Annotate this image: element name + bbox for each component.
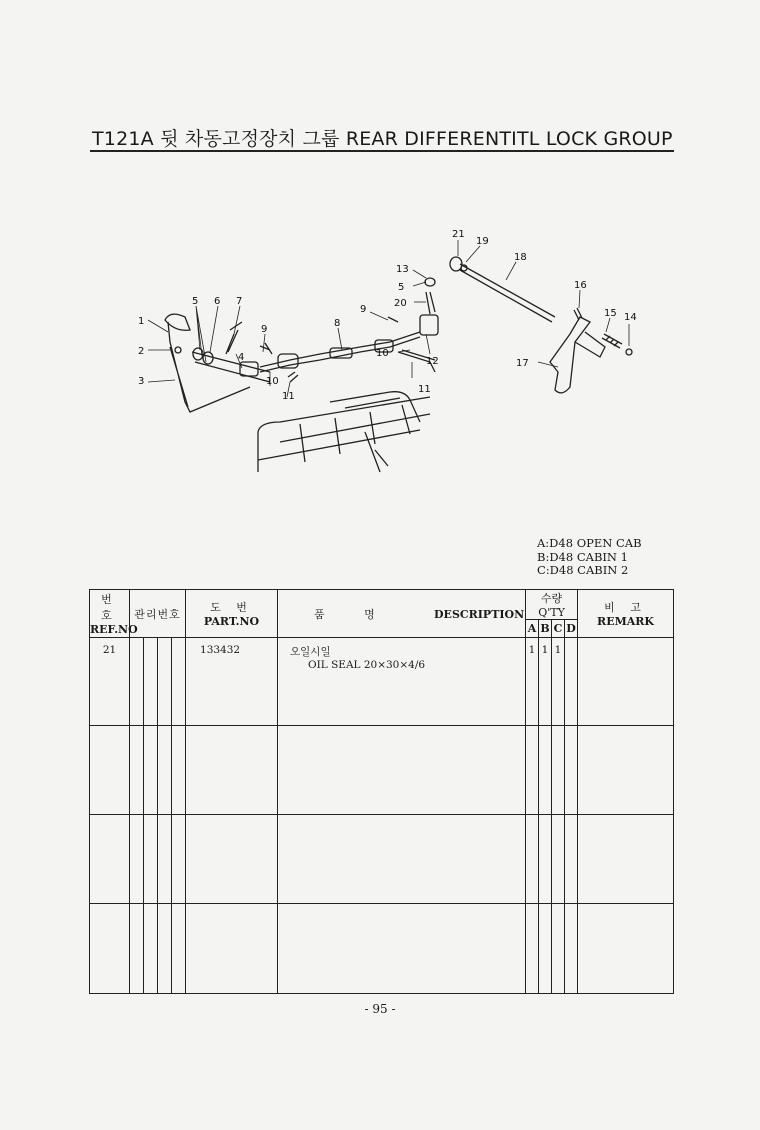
cell-ref: 21 xyxy=(90,638,130,726)
header-part-no: 도 번 PART.NO xyxy=(186,590,278,638)
callout-12: 12 xyxy=(426,356,439,367)
header-description: 품 명 DESCRIPTION xyxy=(278,590,526,638)
callout-10: 10 xyxy=(266,376,279,387)
callout-15: 15 xyxy=(604,308,617,319)
title-divider xyxy=(90,150,674,152)
callout-7: 7 xyxy=(236,296,243,307)
header-ref-no: 번 호 REF.NO xyxy=(90,590,130,638)
table-row xyxy=(90,726,674,815)
cell-qty-c: 1 xyxy=(552,638,565,726)
callout-17: 17 xyxy=(516,358,529,369)
callout-leaders xyxy=(148,240,629,397)
callout-5b: 5 xyxy=(398,282,405,293)
callout-18: 18 xyxy=(514,252,527,263)
callout-10b: 10 xyxy=(376,348,389,359)
cell-qty-b: 1 xyxy=(539,638,552,726)
callout-5: 5 xyxy=(192,296,199,307)
header-qty-a: A xyxy=(526,620,539,638)
callout-21: 21 xyxy=(452,229,465,240)
model-legend xyxy=(537,537,642,578)
callout-8: 8 xyxy=(334,318,341,329)
table-row xyxy=(90,815,674,904)
cell-qty-d xyxy=(565,638,578,726)
parts-diagram xyxy=(130,222,650,484)
header-qty-d: D xyxy=(565,620,578,638)
callout-numbers xyxy=(138,229,637,402)
callout-11: 11 xyxy=(282,391,295,402)
cell-part-no: 133432 xyxy=(186,638,278,726)
header-remark: 비 고 REMARK xyxy=(578,590,674,638)
callout-2: 2 xyxy=(138,346,145,357)
header-qty-c: C xyxy=(552,620,565,638)
cell-qty-a: 1 xyxy=(526,638,539,726)
cell-description: 오일시일OIL SEAL 20×30×4/6 xyxy=(278,638,526,726)
callout-11b: 11 xyxy=(418,384,431,395)
callout-13: 13 xyxy=(396,264,409,275)
parts-table xyxy=(89,589,674,994)
callout-3: 3 xyxy=(138,376,145,387)
legend-item-c: C:D48 CABIN 2 xyxy=(537,563,629,577)
table-header-row xyxy=(90,590,674,620)
header-qty: 수량 Q'TY xyxy=(526,590,578,620)
callout-4: 4 xyxy=(238,352,245,363)
callout-9b: 9 xyxy=(360,304,367,315)
header-management-no: 관리번호 xyxy=(130,590,186,638)
callout-6: 6 xyxy=(214,296,221,307)
legend-item-b: B:D48 CABIN 1 xyxy=(537,549,628,564)
callout-14: 14 xyxy=(624,312,637,323)
callout-16: 16 xyxy=(574,280,587,291)
table-row xyxy=(90,904,674,994)
page-title: T121A 뒷 차동고정장치 그룹 REAR DIFFERENTITL LOCK GROUP xyxy=(92,128,673,150)
table-row xyxy=(90,638,674,726)
callout-20: 20 xyxy=(394,298,407,309)
cell-remark xyxy=(578,638,674,726)
callout-9: 9 xyxy=(261,324,268,335)
callout-19: 19 xyxy=(476,236,489,247)
page-number: - 95 - xyxy=(364,1002,396,1016)
callout-1: 1 xyxy=(138,316,145,327)
header-qty-b: B xyxy=(539,620,552,638)
legend-item-a: A:D48 OPEN CAB xyxy=(537,536,642,550)
